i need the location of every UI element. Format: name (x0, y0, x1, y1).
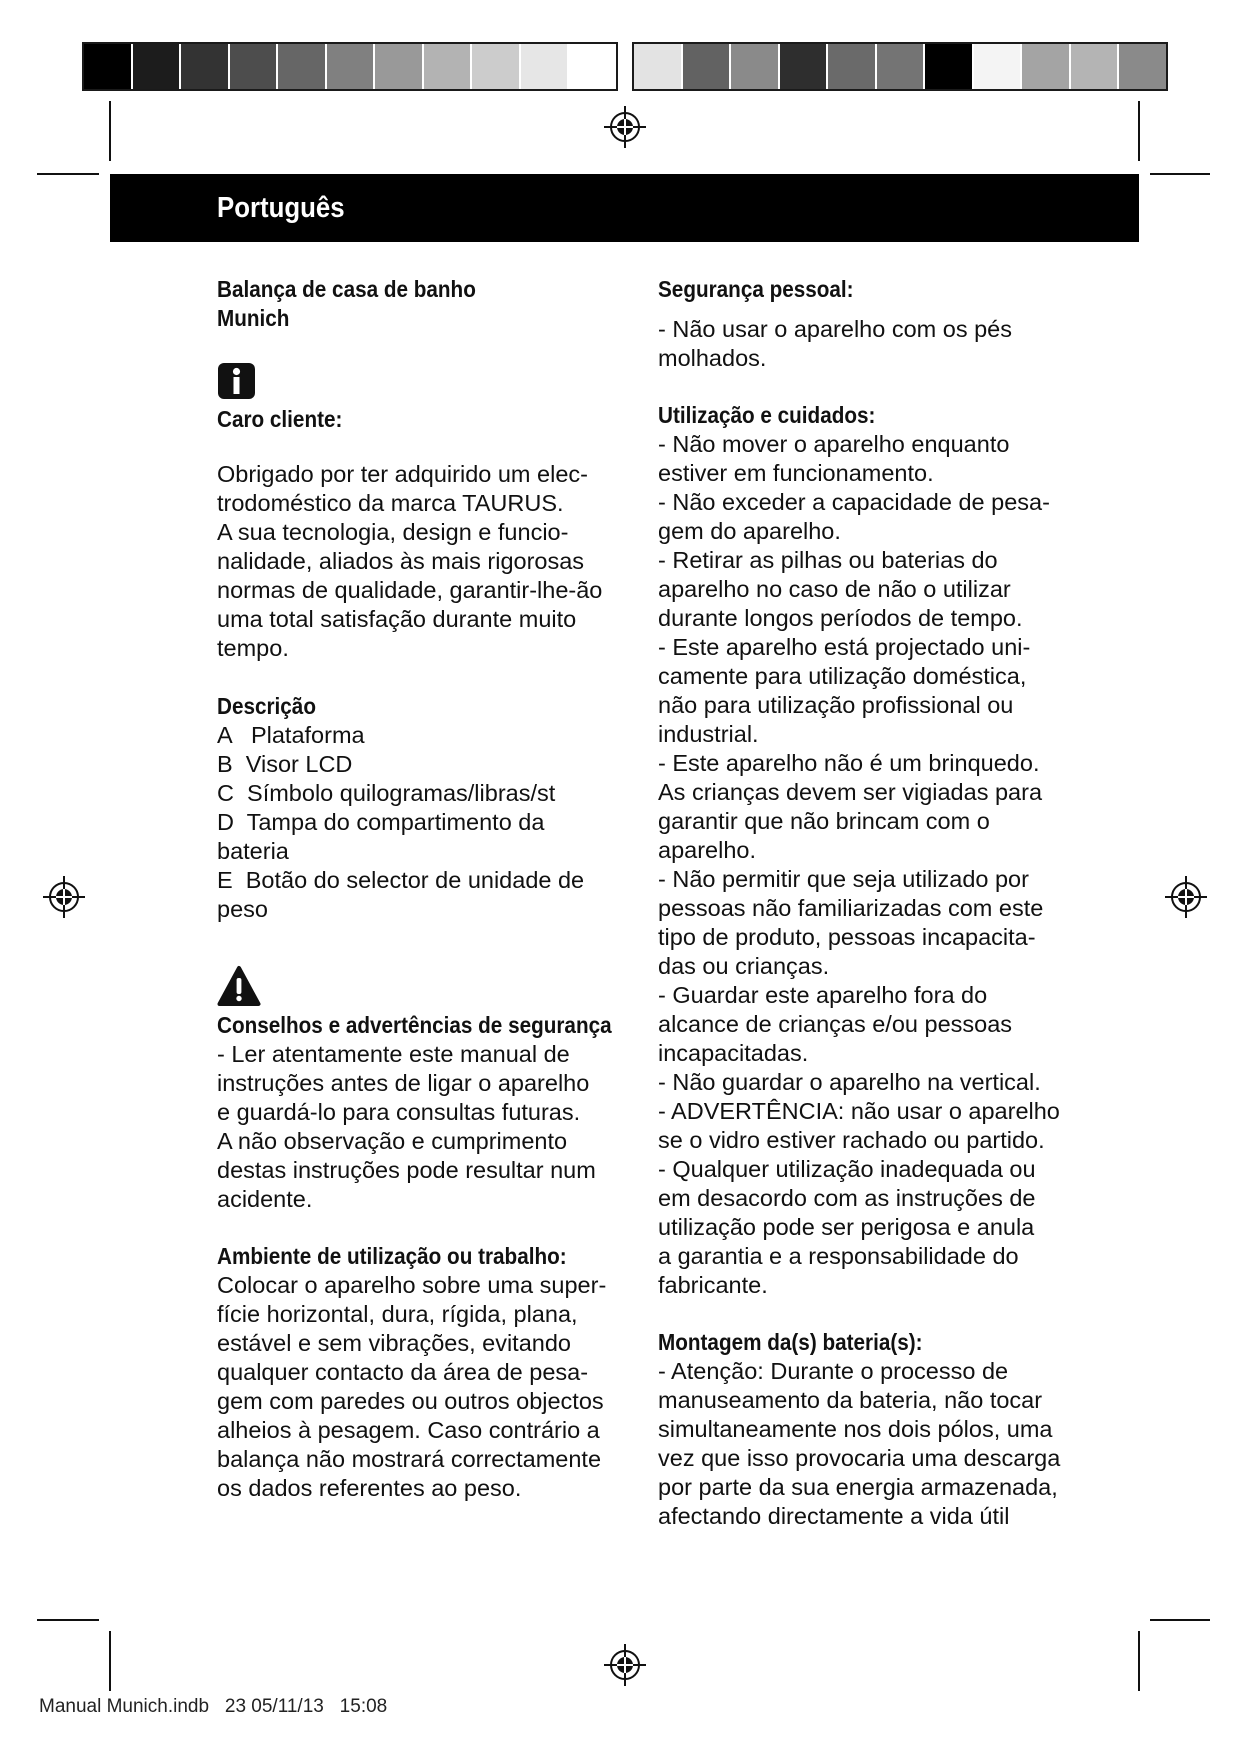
battery-heading: Montagem da(s) bateria(s): (658, 1329, 923, 1355)
text-line: não para utilização profissional ou (658, 692, 1014, 718)
text-line: - Guardar este aparelho fora do (658, 982, 988, 1008)
personal-safety-heading: Segurança pessoal: (658, 276, 854, 302)
crop-mark-bottom-left-horizontal (37, 1619, 99, 1621)
color-swatch (828, 44, 875, 89)
product-title-line: Munich (217, 305, 290, 331)
greeting-text (217, 460, 627, 663)
safety-advice-text (217, 1040, 627, 1214)
part-list-item: peso (217, 896, 268, 922)
color-swatch (375, 44, 422, 89)
text-line: - Não guardar o aparelho na vertical. (658, 1069, 1041, 1095)
text-line: - Retirar as pilhas ou baterias do (658, 547, 998, 573)
text-line: qualquer contacto da área de pesa- (217, 1359, 589, 1385)
crop-mark-bottom-left-vertical (109, 1631, 111, 1691)
text-line: - Não mover o aparelho enquanto (658, 431, 1010, 457)
text-line: A não observação e cumprimento (217, 1128, 568, 1154)
part-list-item: bateria (217, 838, 289, 864)
text-line: aparelho no caso de não o utilizar (658, 576, 1011, 602)
part-list-item: D Tampa do compartimento da (217, 809, 545, 835)
color-swatch (327, 44, 374, 89)
color-swatch (278, 44, 325, 89)
text-line: os dados referentes ao peso. (217, 1475, 522, 1501)
environment-heading: Ambiente de utilização ou trabalho: (217, 1243, 567, 1269)
info-icon (217, 362, 627, 400)
color-swatch (472, 44, 519, 89)
color-swatch (424, 44, 471, 89)
color-calibration-bar-left (82, 42, 618, 91)
text-line: - Qualquer utilização inadequada ou (658, 1156, 1036, 1182)
print-slug: Manual Munich.indb 23 05/11/13 15:08 (39, 1696, 388, 1717)
use-and-care-heading: Utilização e cuidados: (658, 402, 876, 428)
product-title-line: Balança de casa de banho (217, 276, 476, 302)
text-line: - Não permitir que seja utilizado por (658, 866, 1029, 892)
registration-mark-icon (43, 876, 85, 918)
text-line: uma total satisfação durante muito (217, 606, 577, 632)
text-line: das ou crianças. (658, 953, 830, 979)
personal-safety-text (658, 315, 1098, 373)
text-line: molhados. (658, 345, 767, 371)
text-line: balança não mostrará correctamente (217, 1446, 602, 1472)
text-line: pessoas não familiarizadas com este (658, 895, 1044, 921)
color-swatch (521, 44, 568, 89)
color-swatch (925, 44, 972, 89)
text-line: e guardá-lo para consultas futuras. (217, 1099, 581, 1125)
text-line: afectando directamente a vida útil (658, 1503, 1010, 1529)
left-column (217, 275, 627, 1503)
text-line: Obrigado por ter adquirido um elec- (217, 461, 588, 487)
text-line: incapacitadas. (658, 1040, 809, 1066)
crop-mark-top-left-vertical (109, 101, 111, 161)
safety-advice-heading: Conselhos e advertências de segurança (217, 1012, 612, 1038)
text-line: manuseamento da bateria, não tocar (658, 1387, 1043, 1413)
color-swatch (1071, 44, 1118, 89)
text-line: por parte da sua energia armazenada, (658, 1474, 1058, 1500)
color-swatch (181, 44, 228, 89)
text-line: simultaneamente nos dois pólos, uma (658, 1416, 1053, 1442)
text-line: se o vidro estiver rachado ou partido. (658, 1127, 1045, 1153)
text-line: tipo de produto, pessoas incapacita- (658, 924, 1036, 950)
text-line: acidente. (217, 1186, 313, 1212)
part-list-item: A Plataforma (217, 722, 365, 748)
text-line: normas de qualidade, garantir-lhe-ão (217, 577, 603, 603)
battery-text (658, 1357, 1098, 1531)
part-list-item: B Visor LCD (217, 751, 353, 777)
text-line: - Não exceder a capacidade de pesa- (658, 489, 1050, 515)
text-line: - ADVERTÊNCIA: não usar o aparelho (658, 1098, 1060, 1124)
text-line: estável e sem vibrações, evitando (217, 1330, 571, 1356)
text-line: As crianças devem ser vigiadas para (658, 779, 1043, 805)
color-swatch (84, 44, 131, 89)
warning-icon (217, 965, 627, 1007)
registration-mark-icon (1165, 876, 1207, 918)
text-line: industrial. (658, 721, 759, 747)
color-swatch (683, 44, 730, 89)
crop-mark-top-left-horizontal (37, 173, 99, 175)
part-list-item: C Símbolo quilogramas/libras/st (217, 780, 556, 806)
color-swatch (1022, 44, 1069, 89)
text-line: durante longos períodos de tempo. (658, 605, 1023, 631)
text-line: alheios à pesagem. Caso contrário a (217, 1417, 600, 1443)
description-parts-list (217, 721, 627, 924)
text-line: tempo. (217, 635, 289, 661)
text-line: gem com paredes ou outros objectos (217, 1388, 604, 1414)
text-line: Colocar o aparelho sobre uma super- (217, 1272, 607, 1298)
color-swatch (731, 44, 778, 89)
text-line: - Atenção: Durante o processo de (658, 1358, 1009, 1384)
text-line: fabricante. (658, 1272, 768, 1298)
text-line: gem do aparelho. (658, 518, 841, 544)
crop-mark-top-right-vertical (1138, 101, 1140, 161)
text-line: em desacordo com as instruções de (658, 1185, 1036, 1211)
product-title (217, 275, 627, 333)
color-swatch (780, 44, 827, 89)
text-line: instruções antes de ligar o aparelho (217, 1070, 590, 1096)
color-swatch (974, 44, 1021, 89)
use-and-care-text (658, 430, 1098, 1300)
crop-mark-bottom-right-horizontal (1150, 1619, 1210, 1621)
text-line: nalidade, aliados às mais rigorosas (217, 548, 585, 574)
text-line: estiver em funcionamento. (658, 460, 934, 486)
part-list-item: E Botão do selector de unidade de (217, 867, 585, 893)
registration-mark-icon (604, 1644, 646, 1686)
description-heading: Descrição (217, 693, 316, 719)
text-line: A sua tecnologia, design e funcio- (217, 519, 569, 545)
language-title: Português (217, 192, 345, 224)
greeting-heading: Caro cliente: (217, 406, 343, 432)
color-swatch (569, 44, 616, 89)
color-swatch (230, 44, 277, 89)
text-line: aparelho. (658, 837, 756, 863)
crop-mark-top-right-horizontal (1150, 173, 1210, 175)
color-swatch (634, 44, 681, 89)
environment-text (217, 1271, 627, 1503)
text-line: utilização pode ser perigosa e anula (658, 1214, 1035, 1240)
color-swatch (133, 44, 180, 89)
text-line: garantir que não brincam com o (658, 808, 990, 834)
language-header-band (110, 174, 1139, 242)
text-line: vez que isso provocaria uma descarga (658, 1445, 1061, 1471)
text-line: fície horizontal, dura, rígida, plana, (217, 1301, 578, 1327)
color-swatch (877, 44, 924, 89)
text-line: - Não usar o aparelho com os pés (658, 316, 1012, 342)
text-line: alcance de crianças e/ou pessoas (658, 1011, 1013, 1037)
crop-mark-bottom-right-vertical (1138, 1631, 1140, 1691)
text-line: - Ler atentamente este manual de (217, 1041, 570, 1067)
color-calibration-bar-right (632, 42, 1168, 91)
registration-mark-icon (604, 106, 646, 148)
text-line: camente para utilização doméstica, (658, 663, 1027, 689)
text-line: a garantia e a responsabilidade do (658, 1243, 1019, 1269)
text-line: - Este aparelho não é um brinquedo. (658, 750, 1040, 776)
right-column (658, 275, 1098, 1531)
text-line: destas instruções pode resultar num (217, 1157, 596, 1183)
text-line: - Este aparelho está projectado uni- (658, 634, 1031, 660)
color-swatch (1119, 44, 1166, 89)
text-line: trodoméstico da marca TAURUS. (217, 490, 564, 516)
